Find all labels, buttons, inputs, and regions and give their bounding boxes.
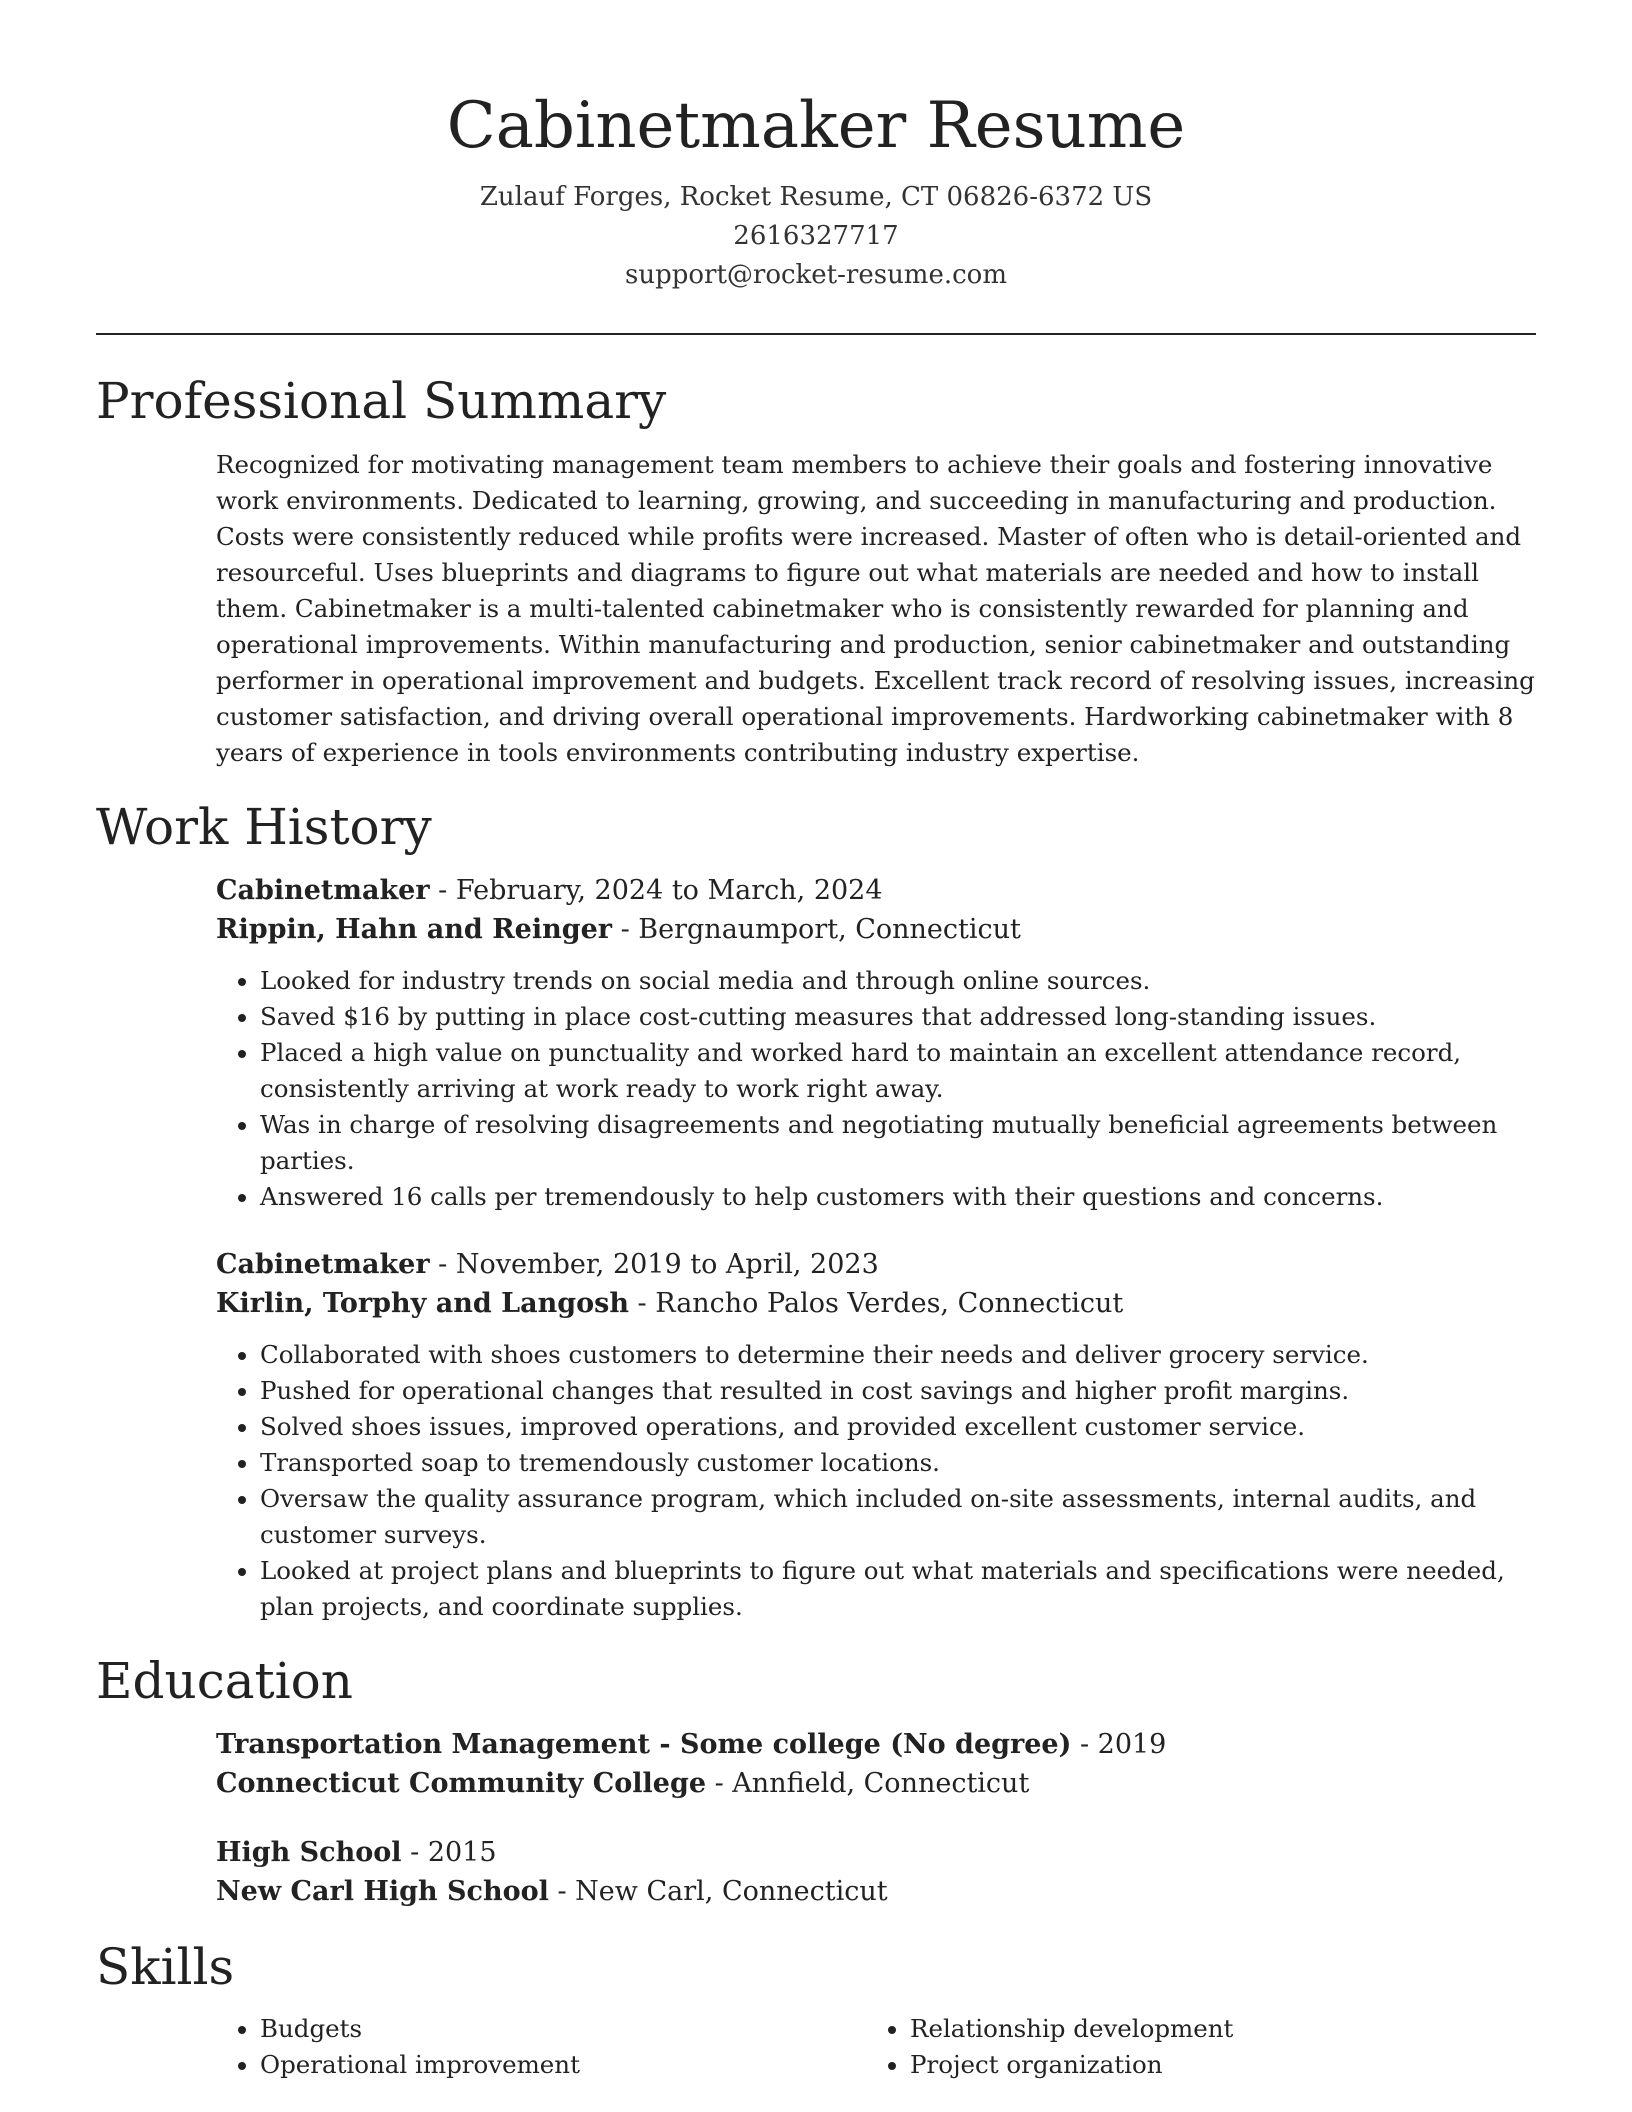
education-year: - 2019	[1071, 1729, 1167, 1760]
job-bullet: • Answered 16 calls per tremendously to help customers with their questions and concerns.	[260, 1179, 1536, 1215]
contact-email: support@rocket-resume.com	[624, 260, 1007, 290]
job-entry	[216, 1245, 1536, 1625]
work-section	[96, 797, 1536, 1625]
resume-title: Cabinetmaker Resume	[446, 89, 1186, 163]
education-year: - 2015	[401, 1837, 497, 1868]
job-bullet: • Looked at project plans and blueprints to figure out what materials and specifications were needed, plan projects, and coordinate supplies.	[260, 1553, 1536, 1625]
work-heading: Work History	[96, 798, 432, 856]
summary-heading: Professional Summary	[96, 372, 667, 430]
skills-heading: Skills	[96, 1938, 235, 1996]
job-position: Cabinetmaker	[216, 1249, 430, 1280]
job-company: Rippin, Hahn and Reinger	[216, 914, 612, 945]
education-heading: Education	[96, 1652, 353, 1710]
job-bullet: • Pushed for operational changes that resulted in cost savings and higher profit margins.	[260, 1373, 1536, 1409]
header-divider	[96, 333, 1536, 335]
job-bullets	[216, 963, 1536, 1215]
skill-item: • Operational improvement	[260, 2047, 866, 2083]
skill-item: • Project organization	[910, 2047, 1516, 2083]
education-degree: High School	[216, 1837, 402, 1868]
summary-section	[96, 371, 1536, 771]
education-location: - Annfield, Connecticut	[706, 1768, 1030, 1799]
job-location: - Bergnaumport, Connecticut	[612, 914, 1021, 945]
job-location: - Rancho Palos Verdes, Connecticut	[628, 1288, 1124, 1319]
resume-page	[96, 0, 1536, 2083]
education-location: - New Carl, Connecticut	[548, 1876, 888, 1907]
job-bullet: • Saved $16 by putting in place cost-cutting measures that addressed long-standing issues.	[260, 999, 1536, 1035]
job-bullet: • Transported soap to tremendously customer locations.	[260, 1445, 1536, 1481]
job-bullet: • Looked for industry trends on social media and through online sources.	[260, 963, 1536, 999]
education-degree: Transportation Management - Some college (No degree)	[216, 1729, 1072, 1760]
education-school: Connecticut Community College	[216, 1768, 707, 1799]
job-position: Cabinetmaker	[216, 875, 430, 906]
job-bullet: • Oversaw the quality assurance program, which included on-site assessments, internal audits, and customer surveys.	[260, 1481, 1536, 1553]
skills-column-left	[216, 2011, 866, 2083]
job-bullet: • Was in charge of resolving disagreements and negotiating mutually beneficial agreements between parties.	[260, 1107, 1536, 1179]
contact-phone: 2616327717	[733, 221, 899, 251]
education-entry	[216, 1833, 1536, 1911]
education-school: New Carl High School	[216, 1876, 549, 1907]
education-entry	[216, 1725, 1536, 1803]
job-bullet: • Collaborated with shoes customers to determine their needs and deliver grocery service.	[260, 1337, 1536, 1373]
job-bullets	[216, 1337, 1536, 1625]
contact-address: Zulauf Forges, Rocket Resume, CT 06826-6372 US	[479, 182, 1153, 212]
skills-column-right	[866, 2011, 1516, 2083]
skill-item: • Budgets	[260, 2011, 866, 2047]
skill-item: • Relationship development	[910, 2011, 1516, 2047]
job-company: Kirlin, Torphy and Langosh	[216, 1288, 629, 1319]
job-dates: - February, 2024 to March, 2024	[429, 875, 883, 906]
resume-header	[96, 0, 1536, 295]
job-entry	[216, 871, 1536, 1215]
education-section	[96, 1651, 1536, 1911]
skills-grid	[216, 2011, 1536, 2083]
contact-block	[96, 178, 1536, 295]
skills-section	[96, 1937, 1536, 2083]
job-bullet: • Placed a high value on punctuality and worked hard to maintain an excellent attendance record, consistently arriving at work ready to work right away.	[260, 1035, 1536, 1107]
summary-text: Recognized for motivating management team members to achieve their goals and fostering innovative work environments. Dedicated to learning, growing, and succeeding in manufacturing and production. Costs were consistently reduced while profits were increased. Master of often who is detail-oriented and resourceful. Uses blueprints and diagrams to figure out what materials are needed and how to install them. Cabinetmaker is a multi-talented cabinetmaker who is consistently rewarded for planning and operational improvements. Within manufacturing and production, senior cabinetmaker and outstanding performer in operational improvement and budgets. Excellent track record of resolving issues, increasing customer satisfaction, and driving overall operational improvements. Hardworking cabinetmaker with 8 years of experience in tools environments contributing industry expertise.	[216, 450, 1535, 767]
job-dates: - November, 2019 to April, 2023	[429, 1249, 879, 1280]
job-bullet: • Solved shoes issues, improved operations, and provided excellent customer service.	[260, 1409, 1536, 1445]
